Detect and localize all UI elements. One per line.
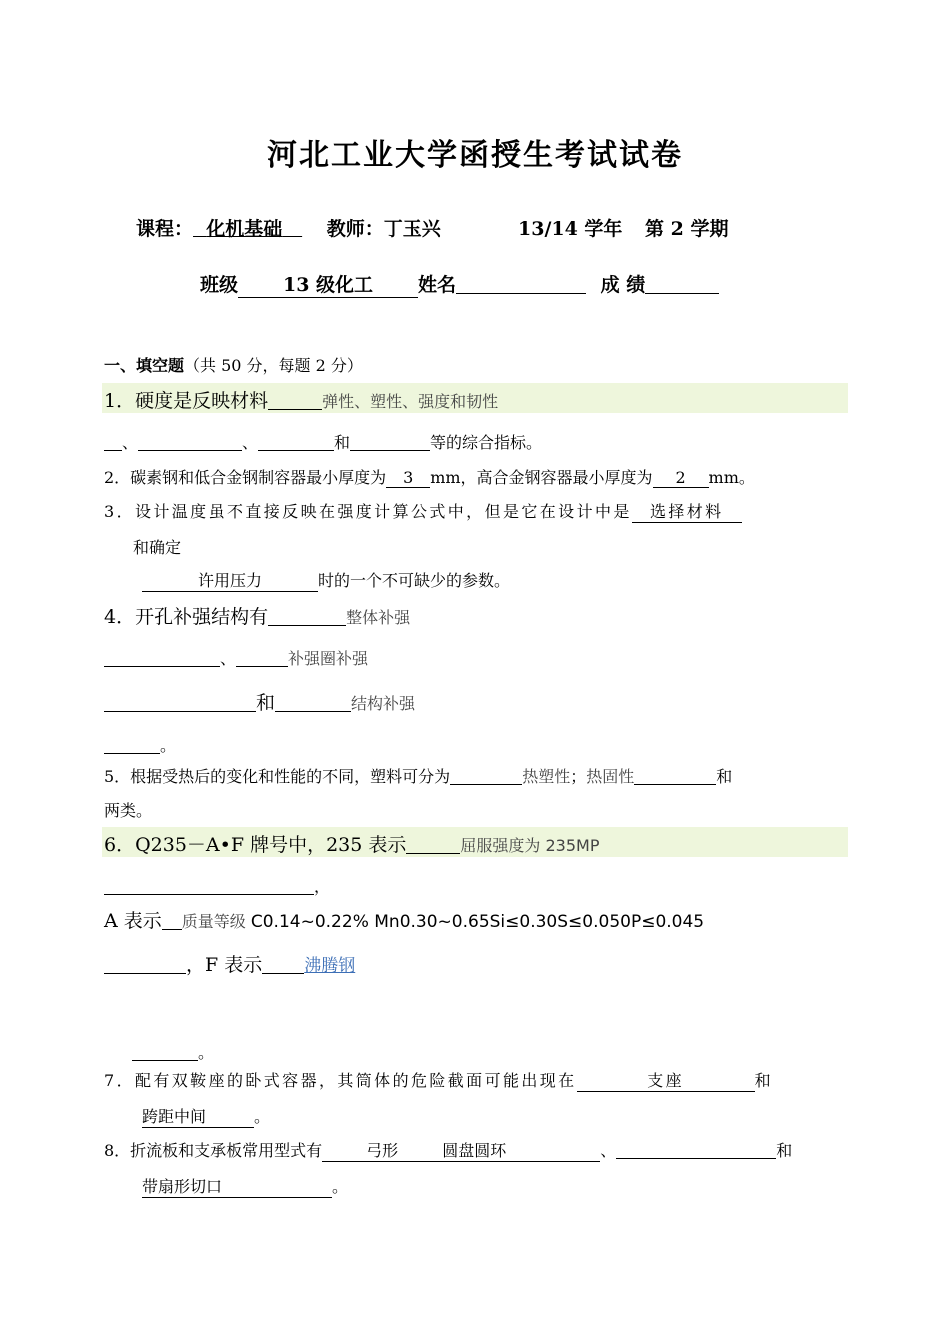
blank[interactable] [104, 878, 314, 895]
blank[interactable] [104, 650, 220, 667]
answer-group [322, 1138, 600, 1162]
blank[interactable] [262, 957, 304, 974]
question-3-cont2: 许用压力 时的一个不可缺少的参数。 [142, 568, 510, 592]
question-5-cont: 两类。 [104, 801, 153, 820]
question-2: 2．碳素钢和低合金钢制容器最小厚度为 3 mm，高合金钢容器最小厚度为 2 mm。 [104, 468, 755, 487]
blank[interactable] [104, 434, 122, 451]
blank[interactable] [132, 1044, 198, 1061]
answer: 支座 [577, 1068, 755, 1092]
question-8-cont: 带扇形切口 。 [142, 1174, 348, 1198]
question-4: 4．开孔补强结构有 整体补强 [104, 606, 411, 628]
blank[interactable] [268, 393, 322, 410]
page-title: 河北工业大学函授生考试试卷 [267, 138, 683, 173]
blank[interactable] [162, 913, 182, 930]
blank[interactable] [268, 609, 346, 626]
class-label: 班级 [200, 274, 239, 296]
blank[interactable] [406, 837, 460, 854]
course-line [136, 214, 441, 241]
answer: 选择材料 [632, 499, 742, 523]
answer: 质量等级 [181, 912, 246, 931]
teacher-label: 教师：丁玉兴 [326, 218, 441, 240]
question-6: 6．Q235－A•F 牌号中，235 表示 屈服强度为 235MP [104, 834, 600, 856]
question-7: 7．配有双鞍座的卧式容器，其筒体的危险截面可能出现在 支座 和 [104, 1068, 773, 1092]
question-3-cont: 和确定 [133, 538, 182, 557]
question-4-end: 。 [104, 733, 176, 756]
answer-link[interactable]: 沸腾钢 [304, 956, 356, 976]
name-blank[interactable] [456, 274, 586, 294]
answer: 弹性、塑性、强度和韧性 [322, 392, 499, 411]
question-1-cont: 、 、 和 等的综合指标。 [104, 430, 542, 453]
class-value: 13 级化工 [238, 270, 418, 298]
blank[interactable] [104, 957, 186, 974]
question-6-a: A 表示 质量等级 C0.14~0.22% Mn0.30~0.65Si≤0.30S≤0.050P≤0.045 [104, 910, 705, 932]
blank[interactable] [104, 695, 256, 712]
answer: 整体补强 [346, 608, 411, 627]
score-label: 成 绩 [600, 274, 646, 296]
question-4-cont: 、 补强圈补强 [104, 646, 368, 669]
answer: 弓形 [366, 1141, 399, 1160]
question-4-cont2: 和 结构补强 [104, 688, 415, 715]
answer: 热塑性 [522, 767, 571, 786]
question-5: 5．根据受热后的变化和性能的不同，塑料可分为 热塑性；热固性 和 [104, 767, 733, 786]
question-6-end: 。 [132, 1040, 214, 1063]
answer-detail: C0.14~0.22% Mn0.30~0.65Si≤0.30S≤0.050P≤0.045 [250, 912, 705, 932]
blank[interactable] [350, 434, 430, 451]
class-line [200, 270, 719, 298]
answer: 带扇形切口 [142, 1174, 332, 1198]
blank[interactable] [275, 695, 351, 712]
answer: 3 [386, 468, 430, 488]
question-6-f: ，F 表示 沸腾钢 [104, 950, 355, 977]
blank[interactable] [138, 434, 242, 451]
course-label: 课程： [136, 218, 194, 240]
answer: 跨距中间 [142, 1104, 254, 1128]
question-1: 1．硬度是反映材料 弹性、塑性、强度和韧性 [104, 390, 499, 412]
question-6-cont: ， [104, 874, 330, 897]
section-heading: 一、填空题（共 50 分，每题 2 分） [104, 356, 363, 375]
blank[interactable] [634, 768, 716, 785]
answer: 2 [653, 468, 709, 488]
blank[interactable] [616, 1142, 776, 1159]
score-blank[interactable] [645, 274, 719, 294]
course-value: 化机基础 [206, 218, 283, 240]
answer: 许用压力 [142, 568, 318, 592]
blank[interactable] [104, 737, 160, 754]
question-7-cont: 跨距中间 。 [142, 1104, 270, 1128]
blank[interactable] [450, 768, 522, 785]
blank[interactable] [236, 650, 288, 667]
question-8: 8．折流板和支承板常用型式有 弓形 圆盘圆环 、 和 [104, 1138, 792, 1162]
answer: 结构补强 [351, 694, 416, 713]
answer: 补强圈补强 [288, 649, 369, 668]
answer: 热固性 [586, 767, 635, 786]
answer: 圆盘圆环 [442, 1141, 507, 1160]
term: 第 2 学期 [645, 218, 729, 240]
question-3: 3．设计温度虽不直接反映在强度计算公式中，但是它在设计中是 选择材料 [104, 499, 742, 523]
blank[interactable] [258, 434, 334, 451]
answer: 屈服强度为 235MP [460, 836, 600, 855]
school-year: 13/14 学年 [518, 218, 623, 240]
name-label: 姓名 [418, 274, 457, 296]
